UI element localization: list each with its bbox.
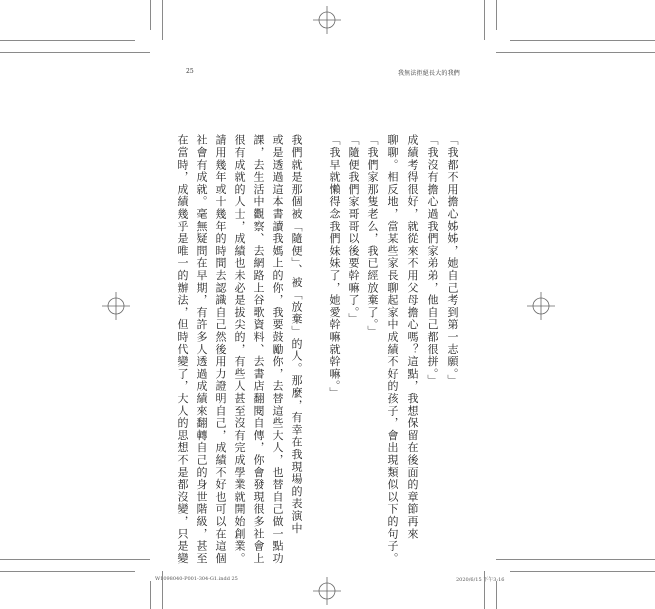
text-column-2: 「我沒有擔心過我們家弟弟，他自己都很拼。」 bbox=[426, 134, 439, 387]
bleed-mark-bottom-left-v bbox=[150, 581, 151, 609]
text-column-10: 或是透過這本書讀我媽上的你，我要鼓勵你，去替這些大人，也替自己做一點功 bbox=[271, 134, 284, 565]
text-column-6: 「隨便我們家哥哥以後要幹嘛了。」 bbox=[347, 134, 360, 326]
text-column-1: 「我都不用擔心姊姊，她自己考到第一志願。」 bbox=[446, 134, 459, 387]
text-column-14: 社會有成就。毫無疑問在早期，有許多人透過成績來翻轉自己的身世階級，甚至 bbox=[195, 134, 208, 565]
text-column-4: 聊聊。相反地，當某些家長聊起家中成績不好的孩子，會出現類似以下的句子。 bbox=[386, 134, 399, 565]
text-column-12: 很有成就的人士，成績也未必是拔尖的，有些人甚至沒有完成學業就開始創業。 bbox=[233, 134, 246, 565]
crop-mark-top-right-v bbox=[484, 0, 485, 40]
text-column-15: 在當時，成績幾乎是唯一的辦法，但時代變了，大人的思想不是都沒變，只是變 bbox=[176, 134, 189, 565]
text-column-5: 「我們家那隻老么，我已經放棄了。」 bbox=[366, 134, 379, 338]
crop-mark-top-left-h bbox=[0, 52, 150, 53]
bleed-mark-bottom-right-v bbox=[496, 581, 497, 609]
crop-mark-bottom-right-h bbox=[496, 559, 655, 560]
registration-mark-top-icon bbox=[313, 6, 341, 34]
bleed-mark-top-left-v bbox=[150, 0, 151, 30]
crop-mark-bottom-left-h bbox=[0, 559, 150, 560]
print-file-info: W1098040-P001-304-G1.indd 25 bbox=[155, 576, 238, 582]
bleed-mark-bottom-right-h bbox=[510, 571, 655, 572]
registration-mark-right-icon bbox=[527, 292, 555, 320]
page-number: 25 bbox=[186, 68, 194, 75]
bleed-mark-top-right-v bbox=[496, 0, 497, 30]
crop-mark-top-right-h bbox=[496, 52, 655, 53]
crop-mark-top-left-v bbox=[162, 0, 163, 40]
running-title: 我無法拒絕長大的我們 bbox=[398, 70, 461, 77]
text-column-7: 「我早就懶得念我們妹妹了，她愛幹嘛就幹嘛。」 bbox=[328, 134, 341, 400]
registration-mark-left-icon bbox=[102, 292, 130, 320]
text-column-11: 課，去生活中觀察、去網路上谷歌資料、去書店翻閱自傳，你會發現很多社會上 bbox=[252, 134, 265, 565]
registration-mark-bottom-icon bbox=[313, 577, 341, 605]
bleed-mark-top-right-h bbox=[510, 40, 655, 41]
bleed-mark-top-left-h bbox=[0, 40, 135, 41]
bleed-mark-bottom-left-h bbox=[0, 571, 135, 572]
text-column-3: 成績考得很好，就從來不用父母擔心嗎？這點，我想保留在後面的章節再來 bbox=[406, 134, 419, 540]
text-column-9: 我們就是那個被「隨便」、被「放棄」的人。那麼，有幸在我現場的表演中 bbox=[290, 134, 303, 535]
text-column-13: 請用幾年或十幾年的時間去認識自己然後用力證明自己，成績不好也可以在這個 bbox=[214, 134, 227, 565]
print-timestamp: 2020/6/15 下午3:16 bbox=[456, 577, 505, 583]
